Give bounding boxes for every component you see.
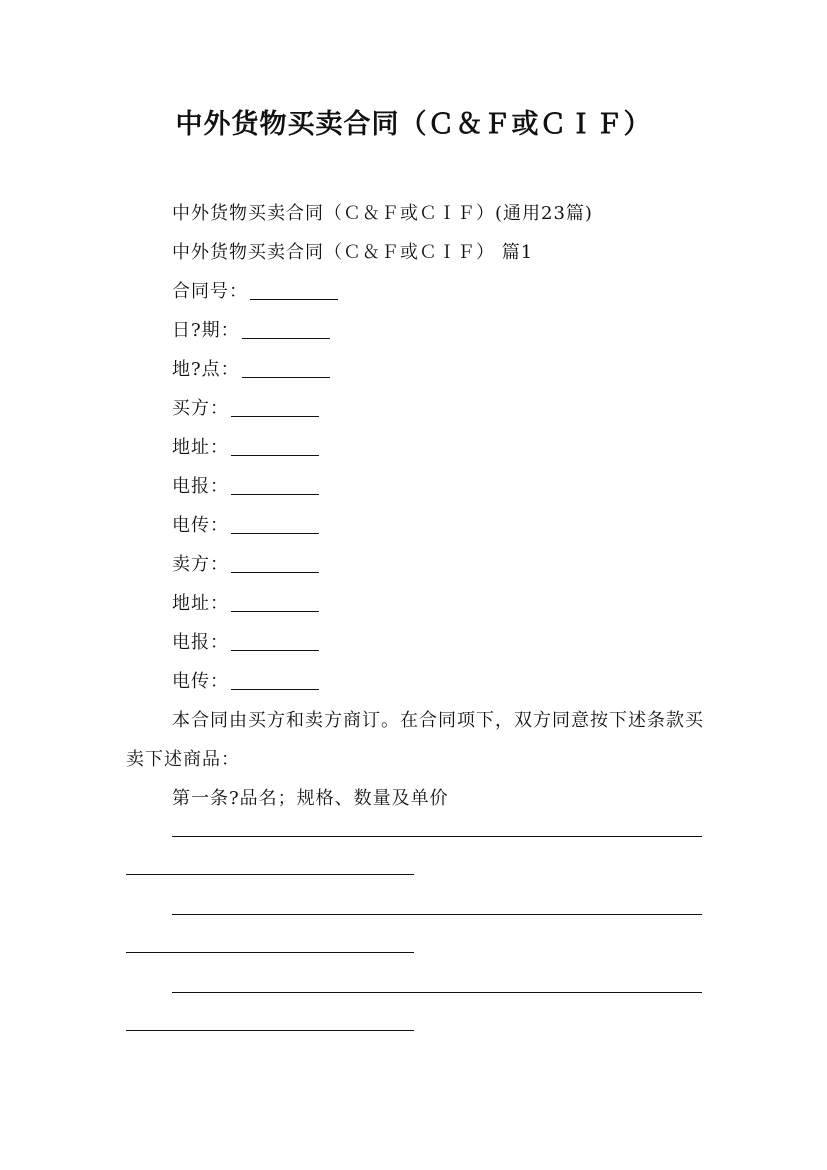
blank-underline bbox=[242, 320, 330, 339]
field-label: 合同号： bbox=[172, 281, 248, 302]
blank-underline bbox=[231, 398, 319, 417]
field-label: 电传： bbox=[172, 671, 229, 692]
field-label: 电报： bbox=[172, 476, 229, 497]
field-label: 日?期： bbox=[172, 320, 240, 341]
field-buyer-address bbox=[126, 428, 706, 467]
field-label: 买方： bbox=[172, 398, 229, 419]
fill-in-line bbox=[126, 896, 706, 974]
rule-line bbox=[172, 914, 702, 915]
fill-in-line bbox=[126, 974, 706, 1052]
section-heading: 中外货物买卖合同（Ｃ＆Ｆ或ＣＩＦ） 篇1 bbox=[172, 242, 534, 263]
field-label: 卖方： bbox=[172, 554, 229, 575]
rule-line bbox=[126, 1030, 414, 1031]
intro-line: 中外货物买卖合同（Ｃ＆Ｆ或ＣＩＦ）(通用23篇) bbox=[172, 203, 593, 224]
field-buyer bbox=[126, 389, 706, 428]
field-label: 地址： bbox=[172, 593, 229, 614]
field-seller bbox=[126, 545, 706, 584]
blank-underline bbox=[231, 632, 319, 651]
field-place bbox=[126, 350, 706, 389]
blank-underline bbox=[250, 281, 338, 300]
field-label: 电传： bbox=[172, 515, 229, 536]
agreement-paragraph: 本合同由买方和卖方商订。在合同项下，双方同意按下述条款买卖下述商品： bbox=[126, 710, 704, 770]
field-label: 电报： bbox=[172, 632, 229, 653]
blank-underline bbox=[231, 593, 319, 612]
blank-underline bbox=[242, 359, 330, 378]
field-seller-address bbox=[126, 584, 706, 623]
article-1-heading: 第一条?品名；规格、数量及单价 bbox=[172, 788, 449, 809]
field-date bbox=[126, 311, 706, 350]
fill-in-line bbox=[126, 818, 706, 896]
field-seller-telex bbox=[126, 662, 706, 701]
field-buyer-cable bbox=[126, 467, 706, 506]
rule-line bbox=[126, 952, 414, 953]
field-contract-no bbox=[126, 272, 706, 311]
blank-underline bbox=[231, 437, 319, 456]
document-body bbox=[126, 194, 706, 1052]
rule-line bbox=[172, 836, 702, 837]
field-seller-cable bbox=[126, 623, 706, 662]
blank-underline bbox=[231, 476, 319, 495]
blank-underline bbox=[231, 554, 319, 573]
field-label: 地址： bbox=[172, 437, 229, 458]
rule-line bbox=[172, 992, 702, 993]
field-label: 地?点： bbox=[172, 359, 240, 380]
rule-line bbox=[126, 874, 414, 875]
document-title: 中外货物买卖合同（Ｃ＆Ｆ或ＣＩＦ） bbox=[175, 109, 652, 140]
field-buyer-telex bbox=[126, 506, 706, 545]
blank-underline bbox=[231, 671, 319, 690]
blank-underline bbox=[231, 515, 319, 534]
